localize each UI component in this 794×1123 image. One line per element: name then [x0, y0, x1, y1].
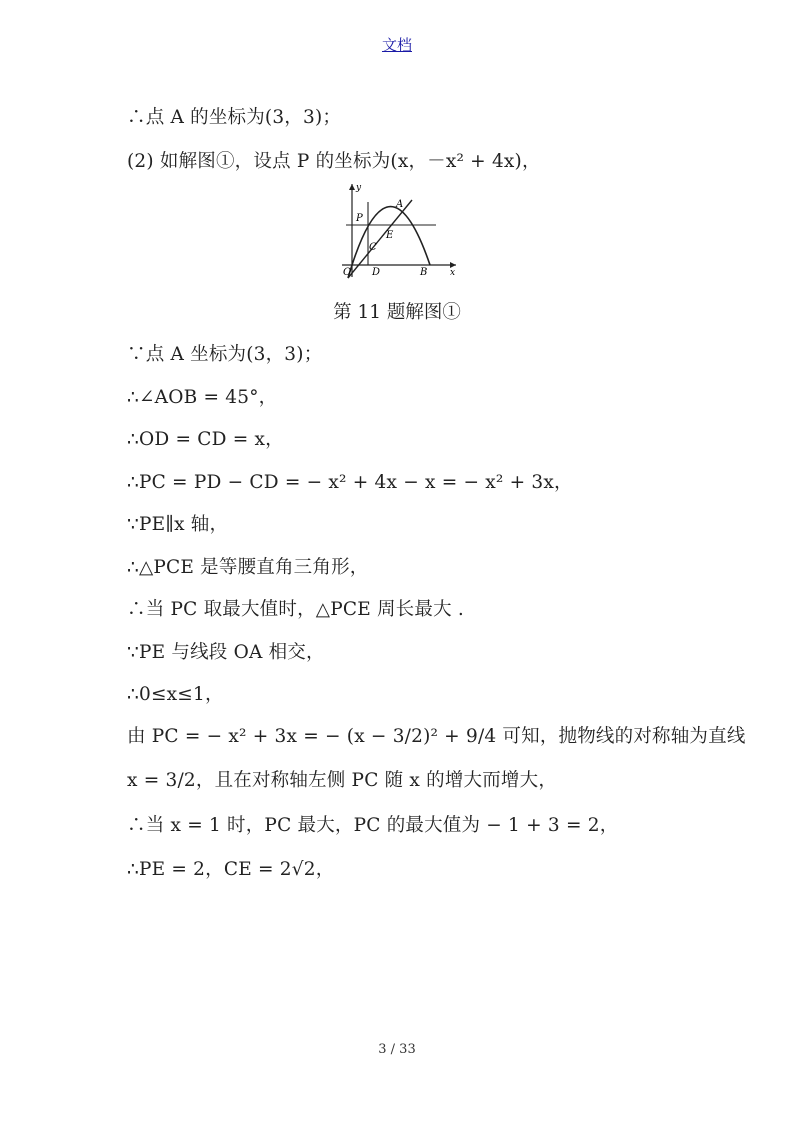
y-axis-arrow: [349, 184, 355, 190]
text-line-1: ∴点 A 的坐标为(3，3)；: [127, 107, 342, 128]
text-line-7: ∵PE∥x 轴，: [127, 514, 229, 535]
text-line-4: ∴∠AOB = 45°，: [127, 387, 278, 408]
label-P: P: [356, 213, 363, 224]
text-line-9: ∴当 PC 取最大值时，△PCE 周长最大 .: [127, 599, 464, 620]
text-line-3: ∵点 A 坐标为(3，3)；: [127, 344, 323, 365]
text-line-11: ∴0≤x≤1，: [127, 684, 224, 705]
label-x: x: [450, 268, 456, 278]
figure-caption: 第 11 题解图①: [333, 302, 461, 323]
label-E: E: [386, 230, 394, 241]
text-line-12: 由 PC = − x² + 3x = − (x − 3/2)² + 9/4 可知，抛物线的对称轴为直线: [127, 726, 746, 747]
text-line-2: (2) 如解图①，设点 P 的坐标为(x，－x² + 4x)，: [127, 151, 541, 172]
text-line-13: x = 3/2，且在对称轴左侧 PC 随 x 的增大而增大，: [127, 770, 558, 791]
text-line-15: ∴PE = 2，CE = 2√2，: [127, 859, 335, 880]
document-header: [0, 34, 794, 55]
label-O: O: [343, 267, 352, 278]
page-number: 3 / 33: [378, 1042, 416, 1057]
text-line-14: ∴当 x = 1 时，PC 最大，PC 的最大值为 − 1 + 3 = 2，: [127, 815, 619, 836]
text-line-5: ∴OD = CD = x，: [127, 429, 284, 450]
label-B: B: [420, 267, 428, 278]
text-line-10: ∵PE 与线段 OA 相交，: [127, 642, 325, 663]
parabola-figure: [338, 180, 462, 280]
label-A: A: [396, 199, 404, 210]
label-C: C: [369, 242, 377, 253]
text-line-6: ∴PC = PD − CD = − x² + 4x − x = − x² + 3x，: [127, 472, 573, 493]
label-y: y: [356, 183, 362, 193]
text-line-8: ∴△PCE 是等腰直角三角形，: [127, 557, 369, 578]
label-D: D: [372, 267, 381, 278]
header-link[interactable]: 文档: [381, 36, 412, 54]
